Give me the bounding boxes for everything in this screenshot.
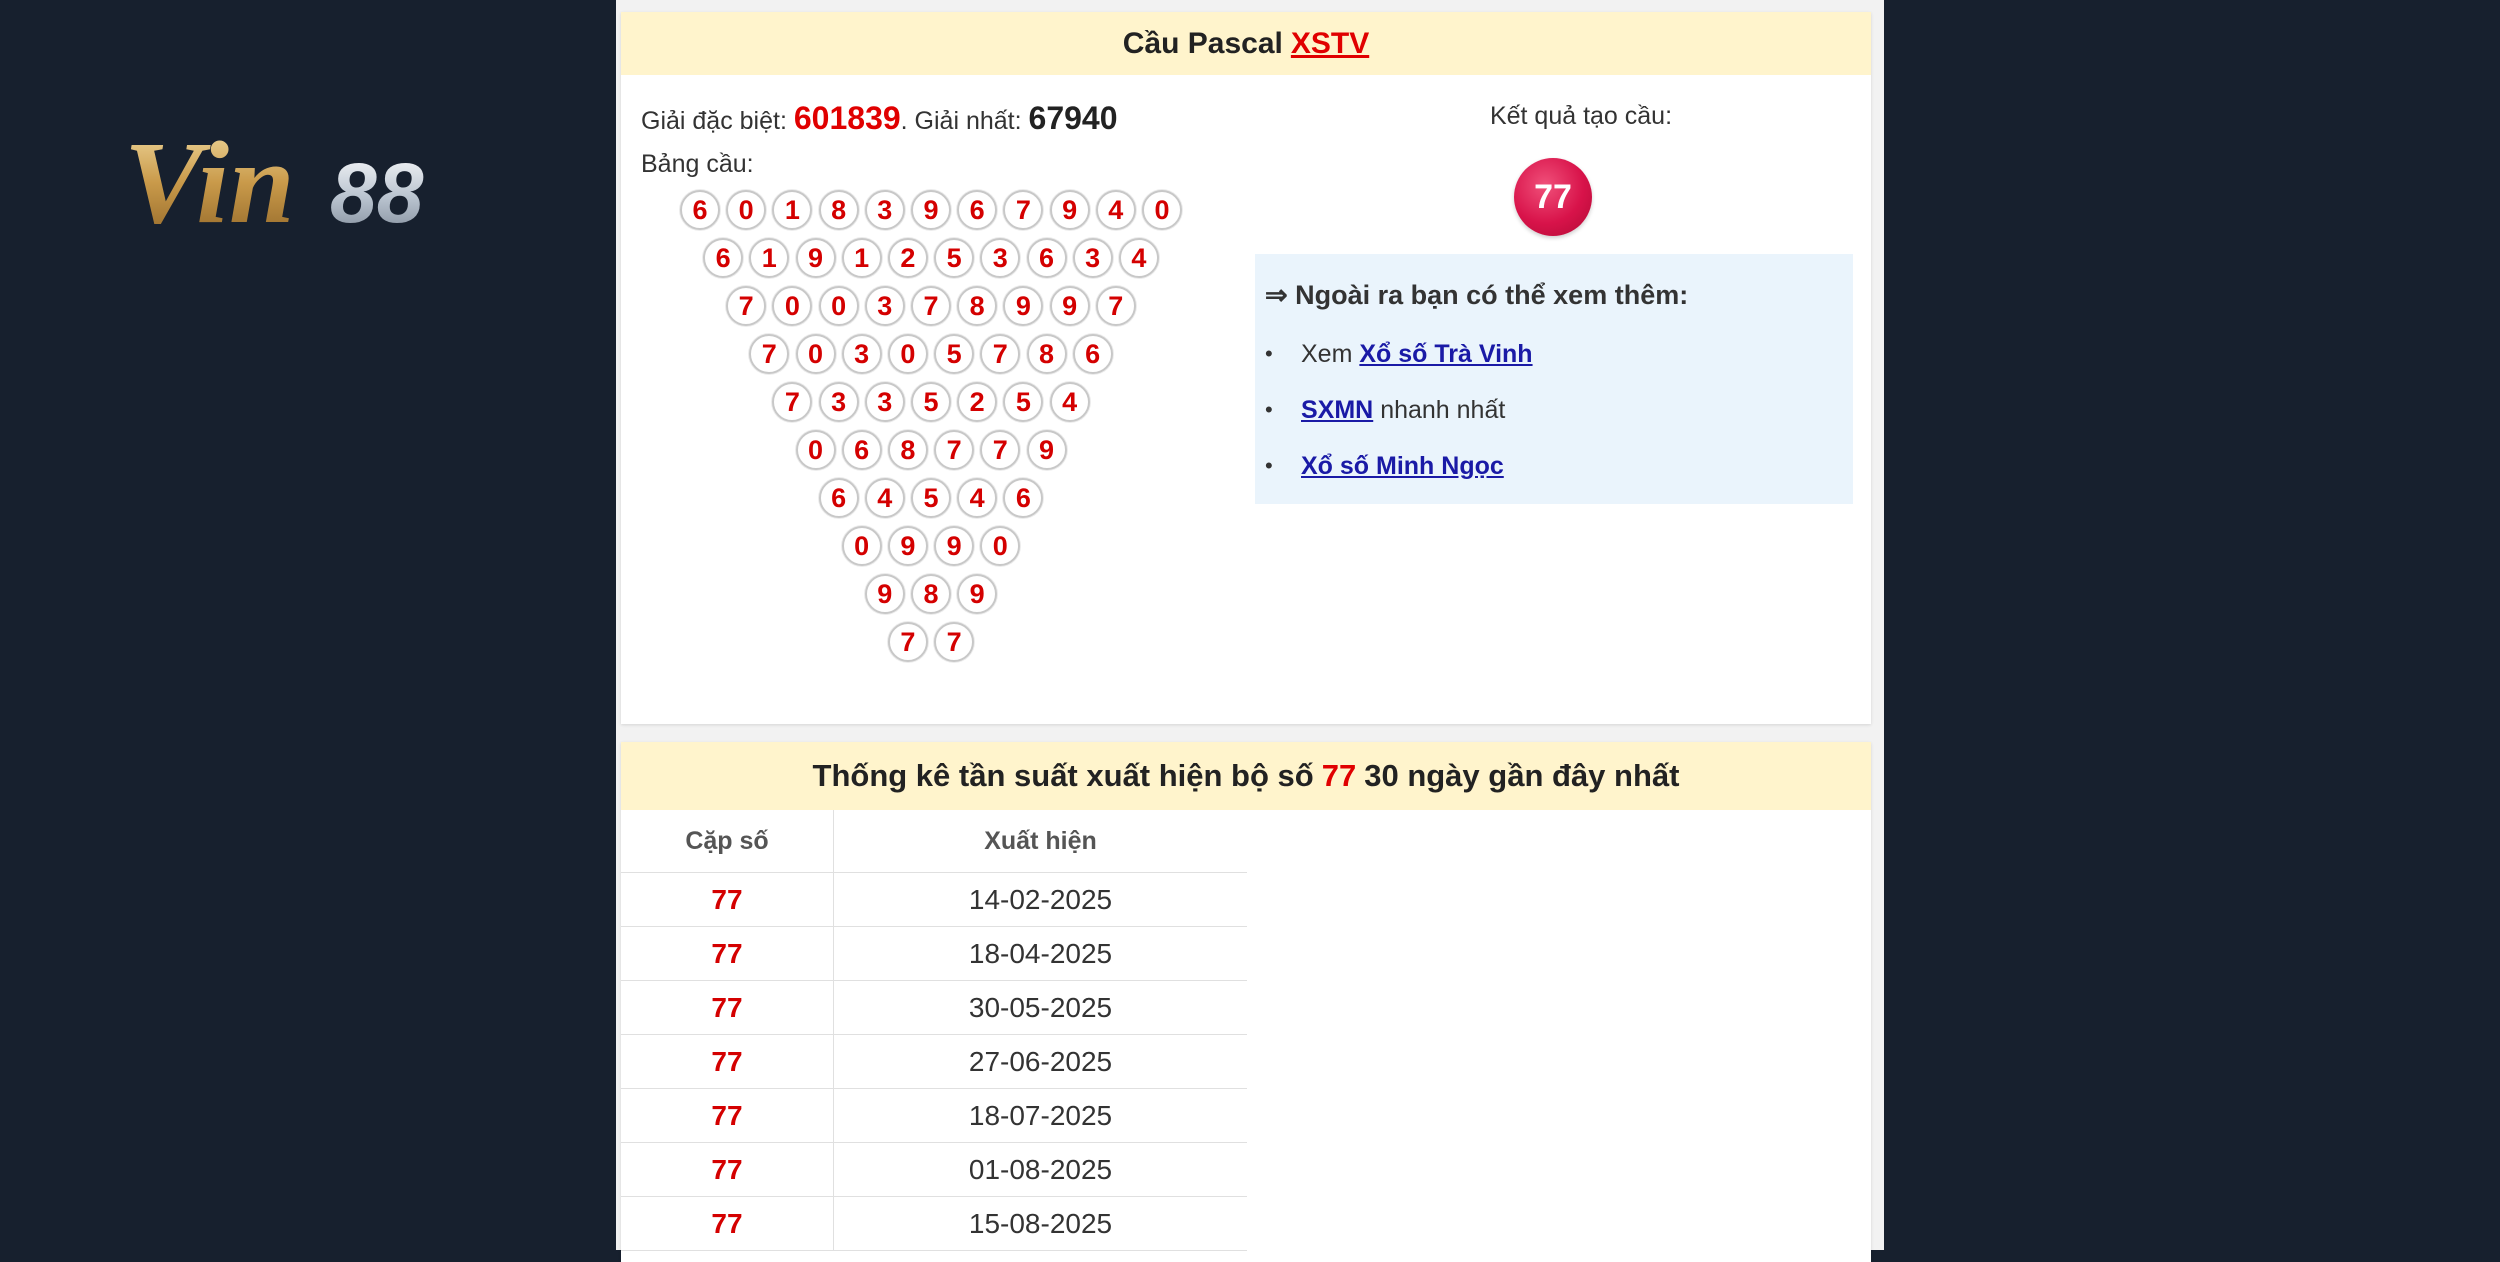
see-more-item: [1255, 438, 1533, 494]
pair-cell: 77: [621, 1089, 834, 1143]
pair-cell: 77: [621, 927, 834, 981]
pascal-ball: 4: [1096, 190, 1136, 230]
pascal-ball: 0: [1142, 190, 1182, 230]
pascal-ball: 3: [865, 286, 905, 326]
pair-cell: 77: [621, 873, 834, 927]
pair-cell: 77: [621, 1197, 834, 1251]
pascal-ball: 8: [819, 190, 859, 230]
pascal-ball: 3: [1073, 238, 1113, 278]
bullet-icon: •: [1265, 453, 1273, 478]
pascal-ball: 7: [911, 286, 951, 326]
table-row: [621, 981, 1247, 1035]
pascal-ball: 5: [911, 478, 951, 518]
date-cell: 18-07-2025: [834, 1089, 1248, 1143]
pascal-ball: 3: [865, 190, 905, 230]
date-cell: 18-04-2025: [834, 927, 1248, 981]
pascal-title-text: Cầu Pascal: [1122, 26, 1283, 60]
pascal-ball: 5: [934, 238, 974, 278]
see-more-item1-prefix: Xem: [1301, 340, 1353, 368]
table-row: [621, 1035, 1247, 1089]
pascal-ball: 7: [1003, 190, 1043, 230]
pascal-ball: 9: [1003, 286, 1043, 326]
column-header-pair: Cặp số: [621, 810, 834, 873]
pascal-ball: 8: [911, 574, 951, 614]
date-cell: 14-02-2025: [834, 873, 1248, 927]
pascal-ball: 9: [957, 574, 997, 614]
pascal-ball: 6: [1027, 238, 1067, 278]
xstv-link[interactable]: XSTV: [1290, 26, 1370, 60]
pascal-ball: 0: [888, 334, 928, 374]
result-label: Kết quả tạo cầu:: [1489, 102, 1673, 130]
table-row: [621, 873, 1247, 927]
frequency-title: [621, 742, 1871, 810]
pascal-ball: 3: [865, 382, 905, 422]
see-more-title: ⇒ Ngoài ra bạn có thể xem thêm:: [1265, 280, 1689, 310]
pascal-ball: 9: [1050, 190, 1090, 230]
pascal-ball: 7: [980, 334, 1020, 374]
table-row: [621, 927, 1247, 981]
pascal-ball: 9: [796, 238, 836, 278]
frequency-table: [621, 810, 1247, 1251]
pascal-ball: 2: [957, 382, 997, 422]
pascal-ball: 6: [703, 238, 743, 278]
pascal-ball: 9: [865, 574, 905, 614]
pascal-ball: 7: [772, 382, 812, 422]
frequency-title-suffix: 30 ngày gần đây nhất: [1364, 758, 1680, 793]
result-ball: 77: [1514, 158, 1592, 236]
pascal-ball: 0: [980, 526, 1020, 566]
pascal-pyramid: [621, 12, 1241, 724]
bullet-icon: •: [1265, 397, 1273, 422]
see-more-item2-suffix: nhanh nhất: [1380, 396, 1506, 424]
special-prize-label: Giải đặc biệt:: [641, 107, 787, 135]
first-prize-value: 67940: [1028, 100, 1118, 136]
pascal-ball: 7: [934, 622, 974, 662]
bullet-icon: •: [1265, 341, 1273, 366]
pascal-ball: 9: [911, 190, 951, 230]
see-more-list: [1255, 326, 1533, 494]
vin88-logo-graphic: [120, 118, 490, 238]
pascal-ball: 9: [888, 526, 928, 566]
pascal-ball: 4: [957, 478, 997, 518]
pair-cell: 77: [621, 1035, 834, 1089]
pascal-ball: 9: [934, 526, 974, 566]
pascal-ball: 0: [726, 190, 766, 230]
sxmn-link[interactable]: SXMN: [1301, 396, 1374, 424]
pascal-ball: 1: [842, 238, 882, 278]
pascal-ball: 6: [1003, 478, 1043, 518]
content-panel: [616, 0, 1884, 1250]
see-more-box: [1255, 254, 1853, 504]
logo-vin-text: Vin: [124, 118, 295, 238]
pascal-ball: 6: [819, 478, 859, 518]
pair-cell: 77: [621, 1143, 834, 1197]
pascal-table-label: Bảng cầu:: [641, 150, 754, 178]
pascal-ball: 0: [796, 430, 836, 470]
date-cell: 15-08-2025: [834, 1197, 1248, 1251]
xo-so-tra-vinh-link[interactable]: Xổ số Trà Vinh: [1359, 340, 1533, 368]
pascal-ball: 0: [819, 286, 859, 326]
pascal-ball: 3: [842, 334, 882, 374]
pascal-ball: 5: [934, 334, 974, 374]
table-header-row: [621, 810, 1247, 873]
pascal-ball: 4: [865, 478, 905, 518]
pascal-ball: 8: [957, 286, 997, 326]
column-header-date: Xuất hiện: [834, 810, 1248, 873]
frequency-title-number: 77: [1321, 758, 1357, 793]
pascal-ball: 9: [1050, 286, 1090, 326]
table-row: [621, 1143, 1247, 1197]
special-prize-value: 601839: [793, 100, 901, 136]
pascal-ball: 6: [842, 430, 882, 470]
pascal-ball: 1: [772, 190, 812, 230]
pascal-ball: 7: [980, 430, 1020, 470]
pascal-ball: 4: [1050, 382, 1090, 422]
pascal-ball: 7: [888, 622, 928, 662]
pascal-card: [621, 12, 1871, 724]
pascal-ball: 8: [888, 430, 928, 470]
pascal-ball: 6: [680, 190, 720, 230]
pascal-ball: 7: [1096, 286, 1136, 326]
pascal-ball: 8: [1027, 334, 1067, 374]
pascal-ball: 2: [888, 238, 928, 278]
pascal-ball: 6: [957, 190, 997, 230]
table-row: [621, 1197, 1247, 1251]
frequency-card: [621, 742, 1871, 1262]
pascal-ball: 6: [1073, 334, 1113, 374]
pascal-ball: 5: [911, 382, 951, 422]
date-cell: 27-06-2025: [834, 1035, 1248, 1089]
table-row: [621, 1089, 1247, 1143]
see-more-item: [1255, 326, 1533, 382]
pascal-ball: 7: [934, 430, 974, 470]
pascal-ball: 0: [796, 334, 836, 374]
xo-so-minh-ngoc-link[interactable]: Xổ số Minh Ngọc: [1301, 452, 1504, 480]
date-cell: 01-08-2025: [834, 1143, 1248, 1197]
first-prize-label: . Giải nhất:: [900, 107, 1022, 135]
pascal-ball: 3: [980, 238, 1020, 278]
logo-88-text: 88: [330, 146, 424, 238]
pascal-ball: 7: [749, 334, 789, 374]
see-more-item: [1255, 382, 1533, 438]
pascal-ball: 3: [819, 382, 859, 422]
date-cell: 30-05-2025: [834, 981, 1248, 1035]
frequency-title-prefix: Thống kê tần suất xuất hiện bộ số: [812, 758, 1314, 793]
pascal-ball: 9: [1027, 430, 1067, 470]
pair-cell: 77: [621, 981, 834, 1035]
pascal-ball: 0: [772, 286, 812, 326]
pascal-ball: 7: [726, 286, 766, 326]
pascal-ball: 0: [842, 526, 882, 566]
pascal-ball: 5: [1003, 382, 1043, 422]
vin88-logo[interactable]: [120, 118, 490, 238]
pascal-ball: 1: [749, 238, 789, 278]
pascal-ball: 4: [1119, 238, 1159, 278]
